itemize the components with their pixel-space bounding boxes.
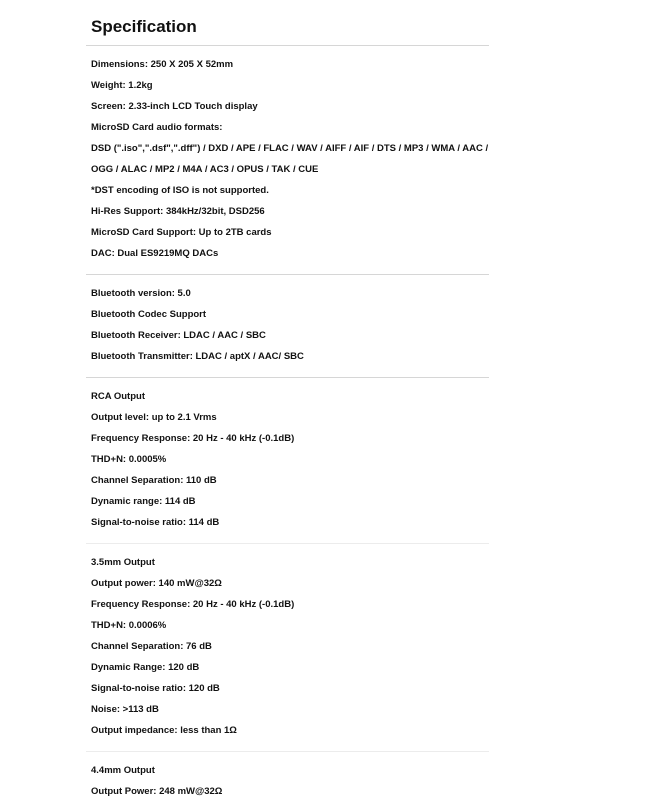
spec-line: Output level: up to 2.1 Vrms [91,412,217,423]
spec-line: Hi-Res Support: 384kHz/32bit, DSD256 [91,206,265,217]
spec-line: *DST encoding of ISO is not supported. [91,185,269,196]
spec-line: Signal-to-noise ratio: 120 dB [91,683,220,694]
spec-section-3-5mm-output [86,544,645,746]
spec-line: THD+N: 0.0005% [91,454,167,465]
spec-line: MicroSD Card Support: Up to 2TB cards [91,227,272,238]
spec-line: Bluetooth Receiver: LDAC / AAC / SBC [91,330,266,341]
spec-line: Output power: 140 mW@32Ω [91,578,222,589]
spec-section-rca-output [86,378,645,538]
spec-line: Frequency Response: 20 Hz - 40 kHz (-0.1dB) [91,599,295,610]
spec-line: Output impedance: less than 1Ω [91,725,237,736]
spec-line: DAC: Dual ES9219MQ DACs [91,248,219,259]
page-title: Specification [91,17,197,36]
spec-line: 3.5mm Output [91,557,155,568]
spec-line: Frequency Response: 20 Hz - 40 kHz (-0.1dB) [91,433,295,444]
spec-line: THD+N: 0.0006% [91,620,167,631]
spec-line: DSD (".iso",".dsf",".dff") / DXD / APE / FLAC / WAV / AIFF / AIF / DTS / MP3 / WMA / AAC / [91,143,489,154]
spec-line: Dynamic range: 114 dB [91,496,196,507]
spec-section-4-4mm-output [86,752,645,807]
spec-line: 4.4mm Output [91,765,155,776]
spec-line: Signal-to-noise ratio: 114 dB [91,517,220,528]
spec-section-bluetooth [86,275,645,372]
spec-line: Bluetooth Transmitter: LDAC / aptX / AAC/ SBC [91,351,304,362]
spec-line: Bluetooth Codec Support [91,309,207,320]
spec-section-general [86,46,645,269]
spec-line: Weight: 1.2kg [91,80,153,91]
spec-line: Screen: 2.33-inch LCD Touch display [91,101,258,112]
spec-line: RCA Output [91,391,145,402]
spec-line: Noise: >113 dB [91,704,159,715]
spec-line: MicroSD Card audio formats: [91,122,223,133]
spec-line: Channel Separation: 110 dB [91,475,217,486]
spec-line: Dimensions: 250 X 205 X 52mm [91,59,234,70]
spec-line: OGG / ALAC / MP2 / M4A / AC3 / OPUS / TAK / CUE [91,164,319,175]
spec-line: Channel Separation: 76 dB [91,641,212,652]
spec-line: Dynamic Range: 120 dB [91,662,200,673]
spec-line: Bluetooth version: 5.0 [91,288,191,299]
spec-line: Output Power: 248 mW@32Ω [91,786,223,797]
